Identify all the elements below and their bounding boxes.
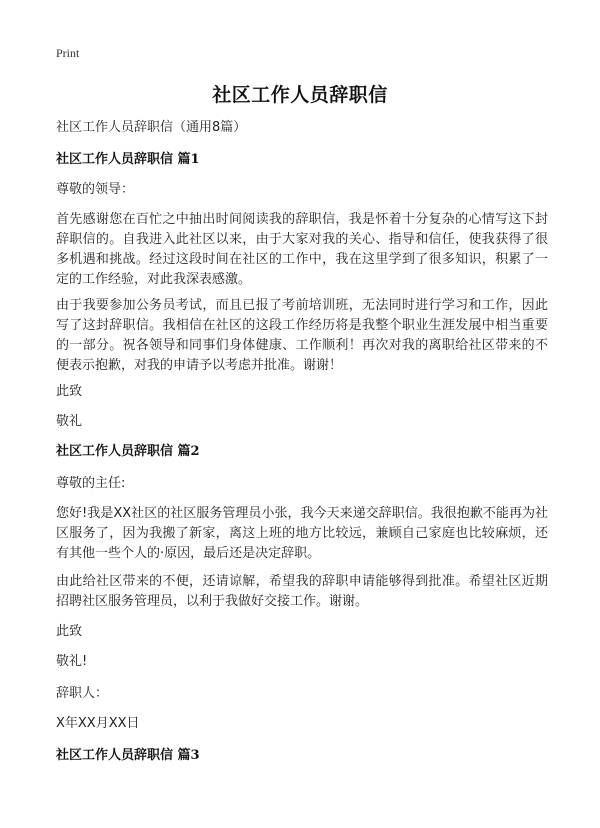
section-2-closing-2: 敬礼! <box>56 654 88 669</box>
section-2-date: X年XX月XX日 <box>56 716 140 731</box>
section-1-paragraph-1: 首先感谢您在百忙之中抽出时间阅读我的辞职信，我是怀着十分复杂的心情写这下封辞职信的。自我进入此社区以来，由于大家对我的关心、指导和信任，使我获得了很多机遇和挑战。经过这段时间在社区的工作中，我在这里学到了很多知识，积累了一定的工作经验，对此我深表感激。 <box>56 212 548 287</box>
section-1-closing-2: 敬礼 <box>56 414 83 429</box>
document-title: 社区工作人员辞职信 <box>212 84 388 106</box>
print-label: Print <box>56 46 80 60</box>
section-1-paragraph-2: 由于我要参加公务员考试，而且已报了考前培训班，无法同时进行学习和工作，因此写了这封辞职信。我相信在社区的这段工作经历将是我整个职业生涯发展中相当重要的一部分。祝各领导和同事们身体健康、工作顺利！再次对我的离职给社区带来的不便表示抱歉，对我的申请予以考虑并批准。谢谢！ <box>56 298 548 373</box>
section-2-paragraph-1: 您好!我是XX社区的社区服务管理员小张，我今天来递交辞职信。我很抱歉不能再为社区服务了，因为我搬了新家，离这上班的地方比较远，兼顾自己家庭也比较麻烦，还有其他一些个人的·原因，最后还是决定辞职。 <box>56 506 548 561</box>
section-3-heading: 社区工作人员辞职信 篇3 <box>56 748 200 763</box>
section-2-heading: 社区工作人员辞职信 篇2 <box>56 444 200 459</box>
section-2-paragraph-2: 由此给社区带来的不便，还请谅解，希望我的辞职申请能够得到批准。希望社区近期招聘社区服务管理员，以利于我做好交接工作。谢谢。 <box>56 574 548 609</box>
section-1-heading: 社区工作人员辞职信 篇1 <box>56 152 200 167</box>
document-subtitle: 社区工作人员辞职信（通用8篇） <box>56 120 247 135</box>
section-2-closing-1: 此致 <box>56 624 83 639</box>
section-1-salutation: 尊敬的领导： <box>56 182 135 197</box>
section-1-closing-1: 此致 <box>56 384 83 399</box>
section-2-signer-label: 辞职人： <box>56 686 109 701</box>
section-2-salutation: 尊敬的主任: <box>56 476 126 491</box>
